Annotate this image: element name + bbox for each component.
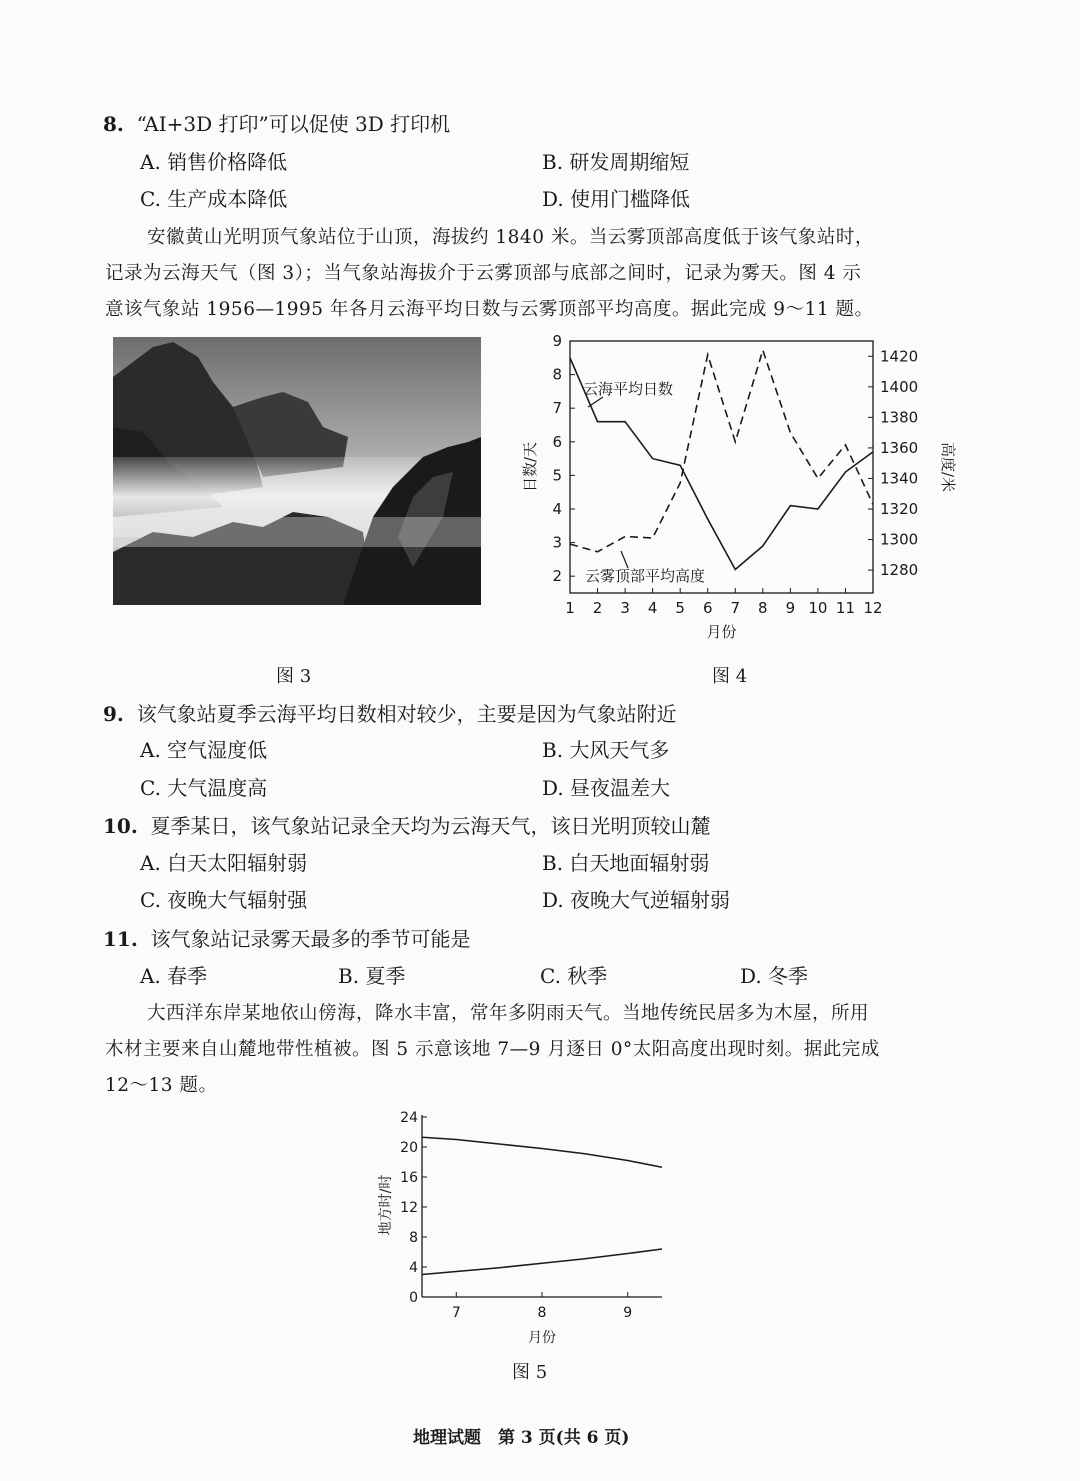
y-tick-label: 24 [400,1110,418,1126]
question-11 [103,927,471,951]
x-tick-label: 7 [451,1305,461,1321]
option-b[interactable]: B. 研发周期缩短 [542,150,690,174]
option-a[interactable]: A. 空气湿度低 [140,738,268,762]
series-1-annotation: 云海平均日数 [583,380,674,398]
option-c[interactable]: C. 大气温度高 [140,776,268,800]
option-d[interactable]: D. 冬季 [740,964,809,988]
left-tick-label: 9 [552,332,562,350]
left-tick-label: 3 [552,533,562,552]
figure-4-chart [515,332,957,647]
left-tick-label: 5 [552,466,562,485]
question-number: 11. [103,927,138,951]
question-stem: 夏季某日，该气象站记录全天均为云海天气，该日光明顶较山麓 [150,814,711,838]
question-8 [103,112,450,136]
page-footer: 地理试题 第 3 页(共 6 页) [413,1428,630,1448]
option-a[interactable]: A. 春季 [140,964,208,988]
x-axis-label: 月份 [528,1330,556,1346]
figure-5-caption: 图 5 [512,1362,548,1383]
right-tick-label: 1340 [880,469,919,488]
y-tick-label: 16 [400,1170,418,1186]
x-tick-label: 2 [592,599,603,617]
passage-line: 意该气象站 1956—1995 年各月云海平均日数与云雾顶部平均高度。据此完成 9～11 题。 [105,299,874,320]
left-tick-label: 7 [552,399,562,418]
question-9 [103,702,677,726]
option-d[interactable]: D. 使用门槛降低 [542,187,691,211]
question-10 [103,814,711,838]
left-axis-label: 日数/天 [521,441,539,493]
x-tick-label: 7 [730,599,741,617]
question-number: 9. [103,702,124,726]
y-tick-label: 12 [400,1200,418,1216]
y-tick-label: 20 [400,1140,418,1156]
option-c[interactable]: C. 生产成本降低 [140,187,288,211]
series-1-leader [588,397,603,407]
left-tick-label: 6 [552,432,562,451]
x-tick-label: 1 [565,599,575,617]
left-tick-label: 8 [552,365,562,384]
x-tick-label: 11 [835,599,856,617]
option-d[interactable]: D. 夜晚大气逆辐射弱 [542,888,731,912]
right-tick-label: 1380 [880,408,919,427]
series-lower-line [422,1249,662,1275]
y-tick-label: 0 [409,1290,418,1306]
figure-3-photo [113,337,481,605]
x-tick-label: 5 [675,599,685,617]
passage-line: 安徽黄山光明顶气象站位于山顶，海拔约 1840 米。当云雾顶部高度低于该气象站时， [147,227,874,248]
x-tick-label: 8 [758,599,768,617]
left-tick-label: 2 [552,567,562,586]
figure-3-caption: 图 3 [276,666,312,687]
passage-1 [105,220,950,328]
right-tick-label: 1360 [880,438,919,457]
passage-line: 大西洋东岸某地依山傍海，降水丰富，常年多阴雨天气。当地传统民居多为木屋，所用 [147,1003,870,1024]
series-upper-line [422,1137,662,1167]
passage-2 [105,996,950,1104]
right-axis-label: 高度/米 [939,441,957,493]
right-tick-label: 1420 [880,347,919,366]
y-axis-label: 地方时/时 [378,1174,394,1236]
x-axis-label: 月份 [706,623,737,641]
question-stem: 该气象站夏季云海平均日数相对较少，主要是因为气象站附近 [136,702,677,726]
x-tick-label: 6 [702,599,713,617]
option-c[interactable]: C. 夜晚大气辐射强 [140,888,308,912]
option-b[interactable]: B. 大风天气多 [542,738,670,762]
x-tick-label: 10 [808,599,828,617]
right-tick-label: 1320 [880,500,919,518]
passage-line: 12～13 题。 [105,1075,218,1096]
plot-frame [570,341,873,593]
x-tick-label: 3 [620,599,630,617]
x-tick-label: 8 [537,1305,547,1321]
question-number: 8. [103,112,124,136]
x-tick-label: 12 [863,599,883,617]
figure-5-chart [360,1105,680,1350]
series-2-annotation: 云雾顶部平均高度 [585,567,706,585]
option-d[interactable]: D. 昼夜温差大 [542,776,671,800]
y-tick-label: 8 [409,1230,418,1246]
option-c[interactable]: C. 秋季 [540,964,608,988]
question-stem: “AI+3D 打印”可以促使 3D 打印机 [136,112,451,136]
passage-line: 木材主要来自山麓地带性植被。图 5 示意该地 7—9 月逐日 0°太阳高度出现时刻。据此完成 [105,1039,880,1060]
right-tick-label: 1280 [880,561,919,580]
option-b[interactable]: B. 白天地面辐射弱 [542,851,710,875]
question-number: 10. [103,814,138,838]
option-a[interactable]: A. 销售价格降低 [140,150,288,174]
option-b[interactable]: B. 夏季 [338,964,406,988]
x-tick-label: 9 [785,599,796,617]
right-tick-label: 1300 [880,530,919,549]
x-tick-label: 9 [623,1305,633,1321]
x-tick-label: 4 [647,599,658,617]
figure-4-caption: 图 4 [712,666,748,687]
option-a[interactable]: A. 白天太阳辐射弱 [140,851,308,875]
y-tick-label: 4 [409,1260,418,1276]
left-tick-label: 4 [552,500,562,518]
series-2-leader [621,551,628,568]
passage-line: 记录为云海天气（图 3）；当气象站海拔介于云雾顶部与底部之间时，记录为雾天。图 4 示 [105,263,862,284]
right-tick-label: 1400 [880,377,919,396]
question-stem: 该气象站记录雾天最多的季节可能是 [150,927,471,951]
